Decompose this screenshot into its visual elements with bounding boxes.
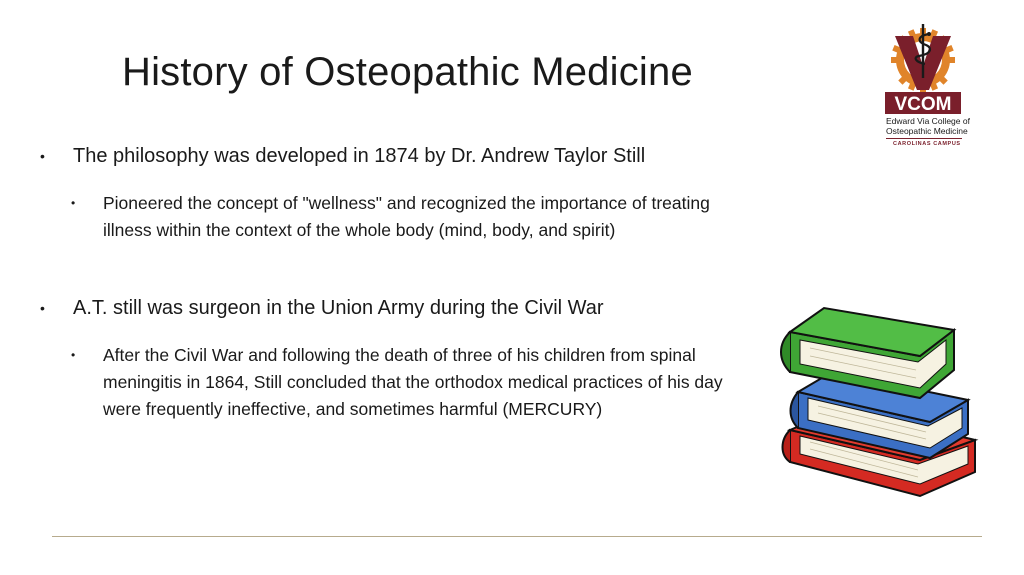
bullet-text: The philosophy was developed in 1874 by Dr. Andrew Taylor Still: [73, 145, 646, 167]
sub-bullet-dot: •: [71, 348, 76, 362]
sub-bullet-text: After the Civil War and following the death of three of his children from spinal meningitis in 1864, Still concluded that the orthodox medical practices of his day were frequently ineffective, and sometimes harmful (MERCURY): [103, 345, 723, 419]
stack-of-books-icon: [770, 300, 980, 512]
sub-bullet-dot: •: [71, 196, 76, 210]
logo-caption: [886, 116, 970, 136]
logo-campus: CAROLINAS CAMPUS: [893, 141, 961, 147]
logo-divider: [886, 138, 962, 139]
sub-bullet-item: [71, 190, 731, 244]
footer-divider: [52, 536, 982, 537]
sub-bullet-item: [71, 342, 731, 423]
slide-title: History of Osteopathic Medicine: [122, 50, 693, 94]
logo-caption-line1: Edward Via College of: [886, 116, 970, 126]
bullet-text: A.T. still was surgeon in the Union Army during the Civil War: [73, 297, 604, 319]
bullet-dot: •: [40, 300, 45, 316]
logo-caption-line2: Osteopathic Medicine: [886, 126, 968, 136]
bullet-item: [40, 142, 645, 170]
bullet-dot: •: [40, 148, 45, 164]
sub-bullet-text: Pioneered the concept of "wellness" and recognized the importance of treating illness within the context of the whole body (mind, body, and spirit): [103, 193, 710, 240]
logo-wordmark: VCOM: [894, 94, 952, 115]
bullet-item: [40, 294, 604, 322]
